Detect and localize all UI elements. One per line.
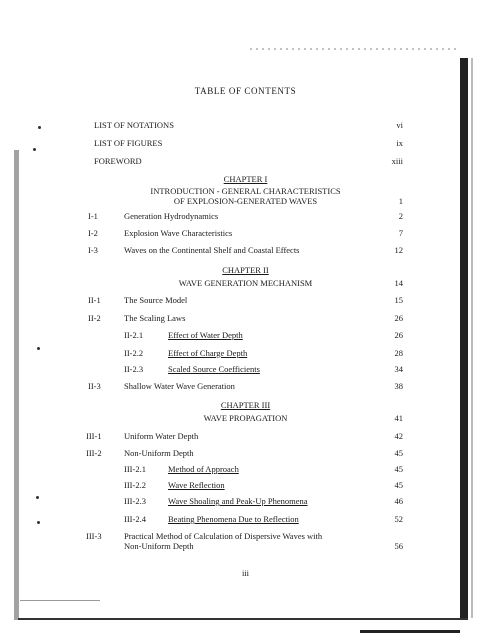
toc-entry-figures: LIST OF FIGURES: [94, 138, 163, 148]
scan-speck: [33, 148, 36, 151]
chapter-page-1: 1: [398, 196, 403, 206]
subsection-number: II-2.3: [124, 364, 144, 374]
section-number: II-1: [88, 295, 101, 305]
subsection-label: Scaled Source Coefficients: [168, 364, 260, 374]
chapter-heading-1: CHAPTER I: [223, 174, 268, 184]
subsection-number: III-2.4: [124, 514, 146, 524]
section-page: 45: [394, 448, 403, 458]
chapter-heading-2: CHAPTER II: [222, 265, 269, 275]
section-page: 26: [394, 313, 403, 323]
section-page: 38: [394, 381, 403, 391]
subsection-label: Wave Shoaling and Peak-Up Phenomena: [168, 496, 308, 506]
section-page: 56: [394, 541, 403, 551]
section-label: Explosion Wave Characteristics: [124, 228, 233, 238]
subsection-number: III-2.3: [124, 496, 146, 506]
scan-edge-right: [460, 58, 468, 618]
subsection-page: 45: [394, 480, 403, 490]
subsection-page: 34: [394, 364, 403, 374]
subsection-page: 46: [394, 496, 403, 506]
section-number: I-1: [88, 211, 98, 221]
subsection-label: Effect of Water Depth: [168, 330, 243, 340]
scan-smudge: [250, 48, 460, 50]
section-page: 42: [394, 431, 403, 441]
scan-edge-bottom: [18, 618, 468, 620]
scan-speck: [38, 126, 41, 129]
section-label: Non-Uniform Depth: [124, 448, 194, 458]
subsection-page: 28: [394, 348, 403, 358]
subsection-label: Beating Phenomena Due to Reflection: [168, 514, 299, 524]
subsection-number: II-2.2: [124, 348, 144, 358]
section-number: III-2: [86, 448, 102, 458]
chapter-title-2: WAVE GENERATION MECHANISM: [178, 278, 313, 288]
section-label-line2: Non-Uniform Depth: [124, 541, 194, 551]
subsection-number: III-2.1: [124, 464, 146, 474]
section-number: III-1: [86, 431, 102, 441]
chapter-heading-3: CHAPTER III: [220, 400, 271, 410]
toc-page-foreword: xiii: [391, 156, 403, 166]
page-title: TABLE OF CONTENTS: [194, 86, 297, 96]
page-number: iii: [241, 568, 250, 578]
subsection-number: III-2.2: [124, 480, 146, 490]
subsection-label: Wave Reflection: [168, 480, 225, 490]
subsection-label: Method of Approach: [168, 464, 239, 474]
section-page: 12: [394, 245, 403, 255]
chapter-page-2: 14: [394, 278, 403, 288]
subsection-label: Effect of Charge Depth: [168, 348, 248, 358]
subsection-page: 45: [394, 464, 403, 474]
toc-entry-notations: LIST OF NOTATIONS: [94, 120, 174, 130]
section-label: Uniform Water Depth: [124, 431, 199, 441]
chapter-title-1-line1: INTRODUCTION - GENERAL CHARACTERISTICS: [150, 186, 341, 196]
section-number: II-2: [88, 313, 101, 323]
section-number: III-3: [86, 531, 102, 541]
chapter-title-3: WAVE PROPAGATION: [203, 413, 288, 423]
section-label: Generation Hydrodynamics: [124, 211, 219, 221]
scan-speck: [37, 347, 40, 350]
toc-entry-foreword: FOREWORD: [94, 156, 142, 166]
section-label-line1: Practical Method of Calculation of Dispersive Waves with: [124, 531, 323, 541]
scan-dash: [20, 600, 100, 601]
section-page: 2: [398, 211, 403, 221]
section-label: The Source Model: [124, 295, 188, 305]
subsection-page: 26: [394, 330, 403, 340]
section-page: 7: [398, 228, 403, 238]
scan-edge-bottom-mark: [360, 630, 460, 633]
scan-edge-left: [14, 150, 19, 620]
scan-speck: [37, 521, 40, 524]
section-label: Shallow Water Wave Generation: [124, 381, 235, 391]
section-label: The Scaling Laws: [124, 313, 186, 323]
subsection-page: 52: [394, 514, 403, 524]
section-page: 15: [394, 295, 403, 305]
section-number: II-3: [88, 381, 101, 391]
subsection-number: II-2.1: [124, 330, 144, 340]
section-number: I-3: [88, 245, 98, 255]
section-number: I-2: [88, 228, 98, 238]
toc-page-notations: vi: [396, 120, 403, 130]
toc-page-figures: ix: [396, 138, 403, 148]
section-label: Waves on the Continental Shelf and Coastal Effects: [124, 245, 300, 255]
scan-speck: [36, 496, 39, 499]
chapter-page-3: 41: [394, 413, 403, 423]
scan-edge-right-thin: [471, 58, 473, 618]
chapter-title-1-line2: OF EXPLOSION-GENERATED WAVES: [173, 196, 318, 206]
